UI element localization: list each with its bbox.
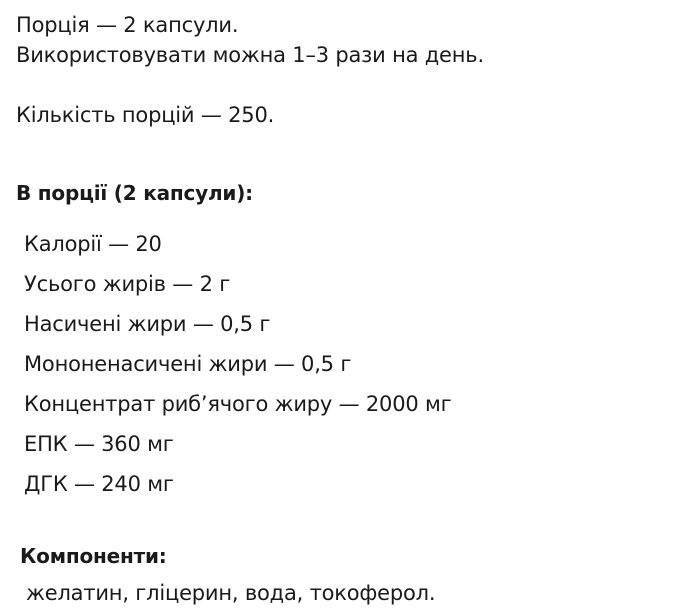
list-item: Концентрат риб’ячого жиру — 2000 мг — [24, 392, 452, 416]
list-item: ЕПК — 360 мг — [24, 432, 174, 456]
servings-count-line: Кількість порцій — 250. — [16, 103, 275, 127]
list-item: Усього жирів — 2 г — [24, 272, 231, 296]
list-item: ДГК — 240 мг — [24, 472, 174, 496]
list-item: Мононенасичені жири — 0,5 г — [24, 352, 352, 376]
components-text: желатин, гліцерин, вода, токоферол. — [26, 581, 436, 605]
per-serving-heading: В порції (2 капсули): — [16, 181, 253, 205]
list-item: Калорії — 20 — [24, 232, 162, 256]
serving-size-line: Порція — 2 капсули. — [16, 13, 239, 37]
list-item: Насичені жири — 0,5 г — [24, 312, 271, 336]
components-heading: Компоненти: — [20, 544, 167, 568]
usage-line: Використовувати можна 1–3 рази на день. — [16, 43, 484, 67]
